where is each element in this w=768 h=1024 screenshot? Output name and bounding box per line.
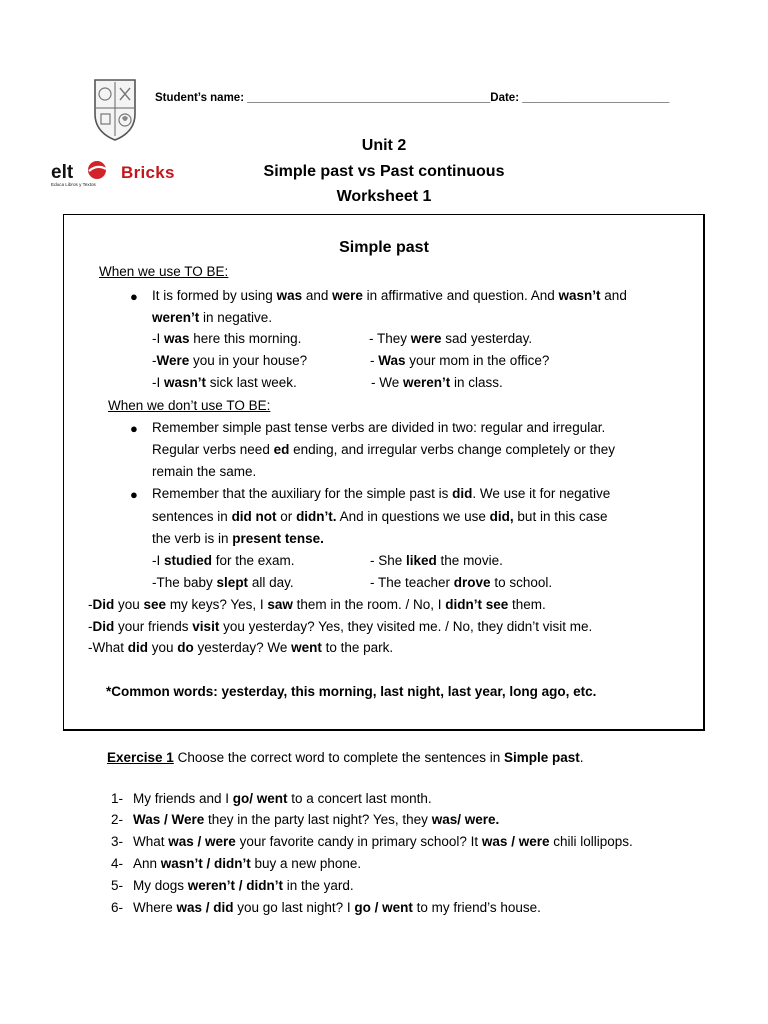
elt-logo-text: elt [51, 162, 74, 183]
example-right [369, 332, 532, 346]
example-right [370, 554, 503, 568]
text: your favorite candy in primary school? It [235, 834, 482, 849]
text: slept [216, 575, 249, 590]
text: - She [370, 553, 407, 568]
no-to-be-b1-line3 [152, 465, 256, 479]
text: Did [92, 619, 115, 634]
text: buy a new phone. [250, 856, 362, 871]
text: - We [371, 375, 404, 390]
text: wasn’t / didn’t [160, 856, 251, 871]
text: - They [369, 331, 411, 346]
text: wasn’t [558, 288, 601, 303]
question-line [88, 598, 546, 612]
exercise-item-number: 3- [111, 834, 124, 849]
text: go/ went [232, 791, 288, 806]
text: visit [192, 619, 220, 634]
text: was/ were. [431, 812, 500, 827]
example-right [370, 354, 549, 368]
text: Where [133, 900, 177, 915]
bullet-icon: ● [130, 289, 138, 304]
question-line [88, 620, 592, 634]
text: yesterday? We [193, 640, 292, 655]
text: sad yesterday. [441, 331, 533, 346]
text: Was / Were [133, 812, 205, 827]
text: Remember simple past tense verbs are divided in two: regular and irregular. [152, 420, 606, 435]
bullet-icon: ● [130, 487, 138, 502]
text: my keys? Yes, I [166, 597, 268, 612]
text: saw [267, 597, 293, 612]
text: - The teacher [370, 575, 454, 590]
student-name-date-line: Student’s name: ______________________________________Date: _______________________ [155, 92, 670, 104]
text: in affirmative and question. And [362, 288, 559, 303]
text: go / went [354, 900, 413, 915]
text: to my friend’s house. [412, 900, 541, 915]
exercise-item [133, 813, 499, 827]
text: to school. [490, 575, 553, 590]
text: them in the room. / No, I [292, 597, 446, 612]
text: the verb is in [152, 531, 233, 546]
text: -The baby [152, 575, 217, 590]
text: were [332, 288, 363, 303]
text: My dogs [133, 878, 188, 893]
text: My friends and I [133, 791, 233, 806]
no-to-be-b2-line2 [152, 510, 607, 524]
text: weren’t [403, 375, 451, 390]
text: - [88, 619, 93, 634]
text: didn’t see [445, 597, 509, 612]
text: -I [152, 375, 164, 390]
text: Was [378, 353, 406, 368]
text: -I [152, 553, 164, 568]
text: were [410, 331, 442, 346]
text: you [114, 597, 144, 612]
common-words-note: *Common words: yesterday, this morning, last night, last year, long ago, etc. [106, 684, 597, 699]
text: Were [156, 353, 190, 368]
text: you yesterday? Yes, they visited me. / No, they didn’t visit me. [219, 619, 593, 634]
text: weren’t / didn’t [187, 878, 284, 893]
text: here this morning. [189, 331, 302, 346]
bullet-icon: ● [130, 421, 138, 436]
text: but in this case [513, 509, 608, 524]
text: sick last week. [206, 375, 297, 390]
text: -I [152, 331, 164, 346]
text: - [370, 353, 379, 368]
text: was [276, 288, 303, 303]
no-to-be-b2-line3 [152, 532, 324, 546]
text: Remember that the auxiliary for the simple past is [152, 486, 453, 501]
question-line [88, 641, 393, 655]
text: or [276, 509, 297, 524]
no-to-be-b1-line2 [152, 443, 615, 457]
text: to a concert last month. [287, 791, 432, 806]
text: sentences in [152, 509, 232, 524]
to-be-bullet-line1 [152, 289, 627, 303]
text: Choose the correct word to complete the sentences in [173, 750, 504, 765]
exercise-item [133, 901, 541, 915]
example-left [152, 376, 297, 390]
text: in class. [450, 375, 503, 390]
no-to-be-b2-line1 [152, 487, 610, 501]
text: your friends [114, 619, 193, 634]
text: Did [92, 597, 115, 612]
text: them. [508, 597, 546, 612]
text: do [177, 640, 194, 655]
example-left [152, 354, 307, 368]
text: you in your house? [189, 353, 308, 368]
text: . [579, 750, 584, 765]
text: was / were [481, 834, 550, 849]
topic-title: Simple past vs Past continuous [263, 163, 505, 180]
text: in negative. [199, 310, 273, 325]
text: in the yard. [283, 878, 354, 893]
example-right [370, 576, 552, 590]
bricks-logo: Bricks [121, 163, 175, 182]
to-be-bullet-line2 [152, 311, 272, 325]
text: was / did [176, 900, 234, 915]
exercise-item [133, 879, 354, 893]
text: remain the same. [152, 464, 257, 479]
text: the movie. [436, 553, 503, 568]
text: ending, and irregular verbs change completely or they [289, 442, 616, 457]
text: studied [164, 553, 213, 568]
text: weren’t [152, 310, 200, 325]
example-left [152, 576, 294, 590]
example-left [152, 332, 301, 346]
exercise-item-number: 6- [111, 900, 124, 915]
school-crest-logo [92, 78, 138, 142]
text: chili lollipops. [549, 834, 633, 849]
text: . We use it for negative [472, 486, 611, 501]
text: -What [88, 640, 128, 655]
no-to-be-b1-line1 [152, 421, 605, 435]
no-to-be-heading: When we don’t use TO BE: [108, 398, 271, 413]
box-title: Simple past [339, 239, 429, 256]
exercise-item [133, 792, 432, 806]
exercise-item [133, 835, 633, 849]
text: you [148, 640, 178, 655]
text: present tense. [232, 531, 324, 546]
text: And in questions we use [336, 509, 490, 524]
text: you go last night? I [233, 900, 355, 915]
text: was [164, 331, 190, 346]
text: What [133, 834, 169, 849]
exercise-item [133, 857, 361, 871]
text: was / were [168, 834, 236, 849]
text: Simple past [504, 750, 580, 765]
exercise-item-number: 5- [111, 878, 124, 893]
text: - [88, 597, 93, 612]
text: to the park. [321, 640, 394, 655]
text: did, [489, 509, 514, 524]
text: liked [406, 553, 437, 568]
elt-logo-subtext: Educa Libros y Textos [51, 182, 96, 187]
text: did not [231, 509, 277, 524]
text: all day. [248, 575, 294, 590]
text: and [302, 288, 333, 303]
text: did [127, 640, 149, 655]
example-left [152, 554, 295, 568]
text: for the exam. [212, 553, 295, 568]
text: drove [453, 575, 491, 590]
text: - [152, 353, 157, 368]
text: didn’t. [296, 509, 337, 524]
text: Ann [133, 856, 161, 871]
text: It is formed by using [152, 288, 277, 303]
exercise-item-number: 2- [111, 812, 124, 827]
text: did [452, 486, 473, 501]
text: they in the party last night? Yes, they [204, 812, 432, 827]
text: ed [273, 442, 290, 457]
text: Regular verbs need [152, 442, 274, 457]
exercise-instruction [107, 751, 584, 765]
text: see [143, 597, 167, 612]
exercise-item-number: 4- [111, 856, 124, 871]
unit-title: Unit 2 [361, 137, 407, 154]
example-right [371, 376, 503, 390]
text: your mom in the office? [405, 353, 550, 368]
text: wasn’t [164, 375, 207, 390]
to-be-heading: When we use TO BE: [99, 264, 229, 279]
exercise-item-number: 1- [111, 791, 124, 806]
text: went [291, 640, 322, 655]
text: and [600, 288, 627, 303]
exercise-label: Exercise 1 [107, 750, 174, 765]
worksheet-title: Worksheet 1 [336, 188, 432, 205]
elt-logo [50, 158, 112, 188]
